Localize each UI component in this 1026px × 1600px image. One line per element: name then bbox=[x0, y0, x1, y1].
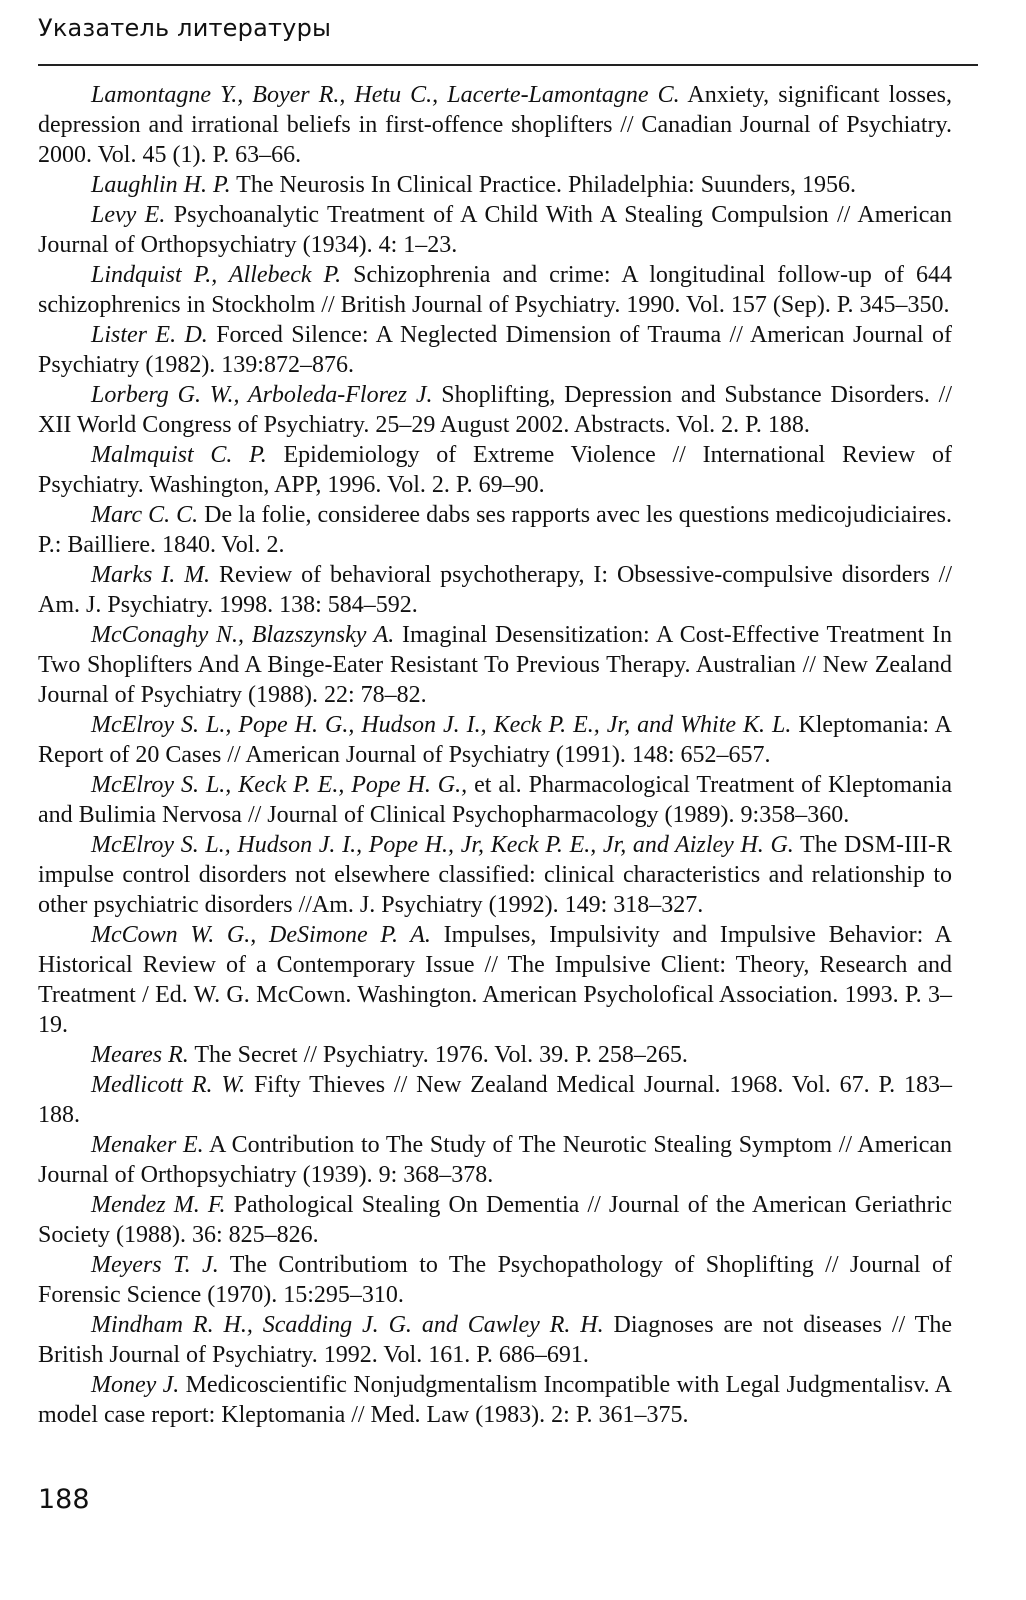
reference-entry bbox=[38, 560, 952, 620]
reference-text: et al. Pharmacological Treatment of Kleptomania and Bulimia Nervosa // Journal of Clinical Psychopharmacology (1989). 9:358–360. bbox=[38, 772, 953, 828]
reference-entry bbox=[38, 620, 952, 710]
reference-author: Meares R. bbox=[91, 1042, 189, 1068]
reference-author: Meyers T. J. bbox=[91, 1252, 219, 1278]
reference-text: A Contribution to The Study of The Neurotic Stealing Symptom // American Journal of Orthopsychiatry (1939). 9: 368–378. bbox=[38, 1132, 953, 1188]
reference-entry bbox=[38, 1040, 952, 1070]
reference-entry bbox=[38, 440, 952, 500]
reference-entry bbox=[38, 710, 952, 770]
reference-text: Anxiety, significant losses, depression and irrational beliefs in first-offence shoplifters // Canadian Journal of Psychiatry. 2000. Vol. 45 (1). P. 63–66. bbox=[38, 82, 952, 168]
reference-entry bbox=[38, 1070, 952, 1130]
reference-entry bbox=[38, 920, 952, 1040]
reference-text: Forced Silence: A Neglected Dimension of Trauma // American Journal of Psychiatry (1982). 139:872–876. bbox=[38, 322, 952, 378]
reference-text: The DSM-III-R impulse control disorders not elsewhere classified: clinical characteristics and relationship to other psychiatric disorders //Am. J. Psychiatry (1992). 149: 318–327. bbox=[38, 832, 952, 918]
reference-author: Lamontagne Y., Boyer R., Hetu C., Lacerte-Lamontagne C. bbox=[91, 82, 680, 108]
reference-entry bbox=[38, 200, 952, 260]
header-divider bbox=[38, 64, 978, 66]
reference-author: Menaker E. bbox=[91, 1132, 204, 1158]
reference-author: Malmquist C. P. bbox=[91, 442, 267, 468]
reference-entry bbox=[38, 260, 952, 320]
reference-entry bbox=[38, 80, 952, 170]
running-header-title: Указатель литературы bbox=[38, 14, 332, 42]
reference-author: Medlicott R. W. bbox=[91, 1072, 246, 1098]
reference-author: Mendez M. F. bbox=[91, 1192, 226, 1218]
reference-author: McConaghy N., Blazszynsky A. bbox=[91, 622, 395, 648]
reference-text: Impulses, Impulsivity and Impulsive Behavior: A Historical Review of a Contemporary Issue // The Impulsive Client: Theory, Research and Treatment / Ed. W. G. McCown. Washington. American Psycholofical Association. 1993. P. 3–19. bbox=[38, 922, 952, 1038]
reference-text: De la folie, consideree dabs ses rapports avec les questions medicojudiciaires. P.: Bailliere. 1840. Vol. 2. bbox=[38, 502, 953, 558]
reference-entry bbox=[38, 830, 952, 920]
reference-entry bbox=[38, 1370, 952, 1430]
reference-list bbox=[38, 80, 952, 1430]
reference-entry bbox=[38, 1190, 952, 1250]
reference-entry bbox=[38, 170, 952, 200]
reference-author: Lister E. D. bbox=[91, 322, 208, 348]
reference-text: The Secret // Psychiatry. 1976. Vol. 39. P. 258–265. bbox=[188, 1042, 688, 1068]
reference-author: Laughlin H. P. bbox=[91, 172, 231, 198]
reference-author: Marks I. M. bbox=[91, 562, 211, 588]
reference-text: Psychoanalytic Treatment of A Child With A Stealing Compulsion // American Journal of Orthopsychiatry (1934). 4: 1–23. bbox=[38, 202, 952, 258]
reference-entry bbox=[38, 770, 952, 830]
reference-text: Schizophrenia and crime: A longitudinal follow-up of 644 schizophrenics in Stockholm // British Journal of Psychiatry. 1990. Vol. 157 (Sep). P. 345–350. bbox=[38, 262, 953, 318]
reference-author: McElroy S. L., Keck P. E., Pope H. G., bbox=[91, 772, 468, 798]
reference-entry bbox=[38, 320, 952, 380]
reference-author: Lindquist P., Allebeck P. bbox=[91, 262, 342, 288]
reference-entry bbox=[38, 1130, 952, 1190]
reference-text: The Contributiom to The Psychopathology of Shoplifting // Journal of Forensic Science (1970). 15:295–310. bbox=[38, 1252, 952, 1308]
reference-author: Marc C. C. bbox=[91, 502, 199, 528]
reference-author: Money J. bbox=[91, 1372, 180, 1398]
reference-text: Pathological Stealing On Dementia // Journal of the American Geriathric Society (1988). 36: 825–826. bbox=[38, 1192, 952, 1248]
reference-author: McElroy S. L., Hudson J. I., Pope H., Jr, Keck P. E., Jr, and Aizley H. G. bbox=[91, 832, 794, 858]
reference-entry bbox=[38, 380, 952, 440]
reference-author: Lorberg G. W., Arboleda-Florez J. bbox=[91, 382, 433, 408]
reference-text: The Neurosis In Clinical Practice. Philadelphia: Suunders, 1956. bbox=[230, 172, 857, 198]
reference-text: Diagnoses are not diseases // The British Journal of Psychiatry. 1992. Vol. 161. P. 686–691. bbox=[38, 1312, 952, 1368]
reference-author: Levy E. bbox=[91, 202, 166, 228]
reference-text: Medicoscientific Nonjudgmentalism Incompatible with Legal Judgmentalisv. A model case report: Kleptomania // Med. Law (1983). 2: P. 361–375. bbox=[38, 1372, 952, 1428]
reference-author: McCown W. G., DeSimone P. A. bbox=[91, 922, 431, 948]
reference-text: Fifty Thieves // New Zealand Medical Journal. 1968. Vol. 67. P. 183–188. bbox=[38, 1072, 952, 1128]
reference-text: Imaginal Desensitization: A Cost-Effective Treatment In Two Shoplifters And A Binge-Eater Resistant To Previous Therapy. Australian // New Zealand Journal of Psychiatry (1988). 22: 78–82. bbox=[38, 622, 953, 708]
reference-author: Mindham R. H., Scadding J. G. and Cawley R. H. bbox=[91, 1312, 604, 1338]
reference-text: Epidemiology of Extreme Violence // International Review of Psychiatry. Washington, APP, 1996. Vol. 2. P. 69–90. bbox=[38, 442, 952, 498]
reference-entry bbox=[38, 1310, 952, 1370]
reference-text: Kleptomania: A Report of 20 Cases // American Journal of Psychiatry (1991). 148: 652–657. bbox=[38, 712, 953, 768]
reference-author: McElroy S. L., Pope H. G., Hudson J. I., Keck P. E., Jr, and White K. L. bbox=[91, 712, 792, 738]
reference-entry bbox=[38, 1250, 952, 1310]
page-number: 188 bbox=[38, 1484, 90, 1515]
reference-entry bbox=[38, 500, 952, 560]
reference-text: Shoplifting, Depression and Substance Disorders. // XII World Congress of Psychiatry. 25–29 August 2002. Abstracts. Vol. 2. P. 188. bbox=[38, 382, 952, 438]
reference-text: Review of behavioral psychotherapy, I: Obsessive-compulsive disorders // Am. J. Psychiatry. 1998. 138: 584–592. bbox=[38, 562, 952, 618]
